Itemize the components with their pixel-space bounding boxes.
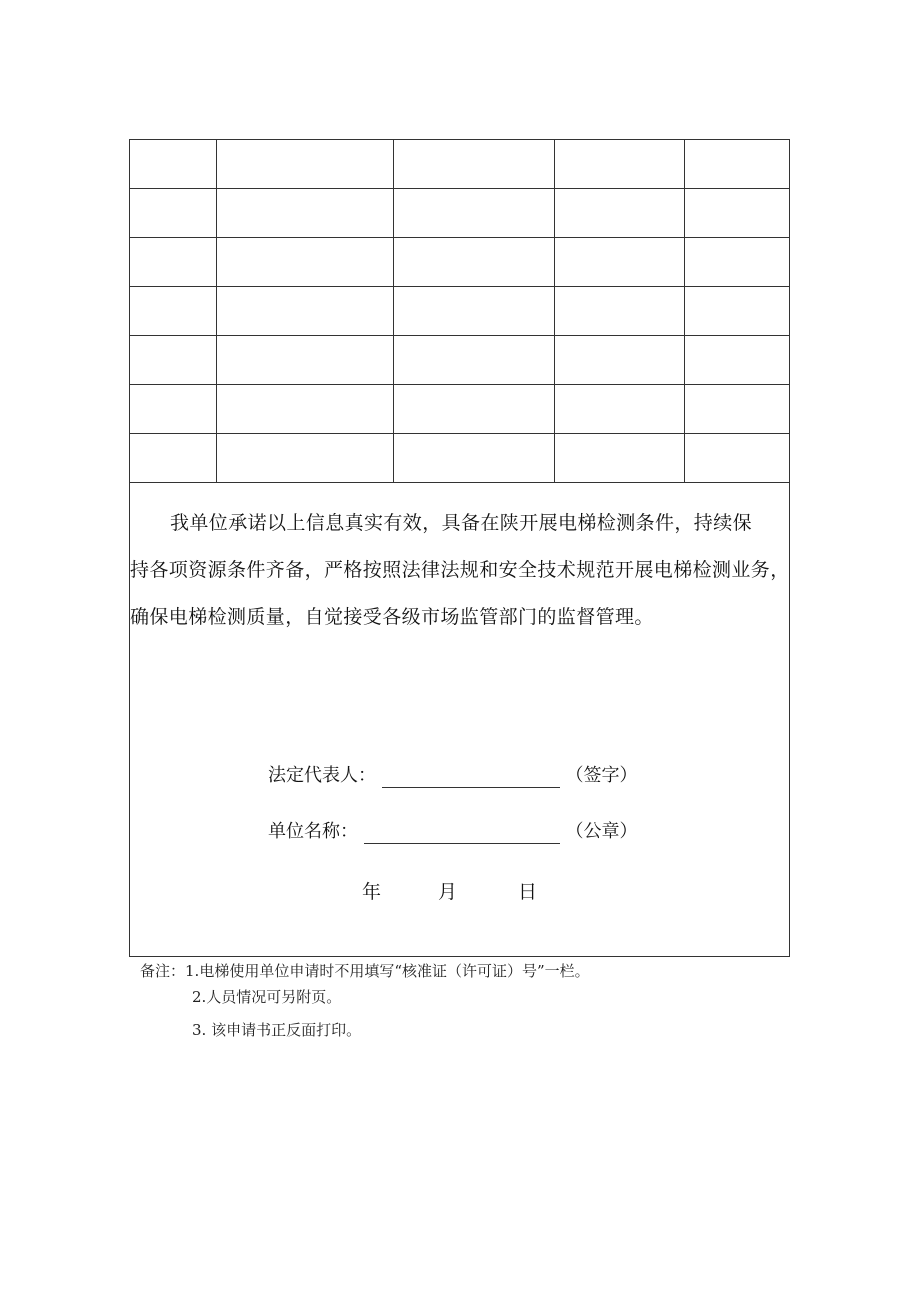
pledge-line-1: 我单位承诺以上信息真实有效，具备在陕开展电梯检测条件，持续保 xyxy=(170,512,753,534)
table-cell[interactable] xyxy=(684,189,789,238)
table-cell[interactable] xyxy=(130,140,216,189)
table-cell[interactable] xyxy=(554,140,684,189)
table-cell[interactable] xyxy=(684,140,789,189)
table-cell[interactable] xyxy=(216,385,393,434)
table-cell[interactable] xyxy=(554,238,684,287)
note-item-2: 2.人员情况可另附页。 xyxy=(192,988,342,1006)
table-cell[interactable] xyxy=(393,434,554,483)
note-item-1: 1.电梯使用单位申请时不用填写“核准证（许可证）号”一栏。 xyxy=(185,962,590,980)
date-day: 日 xyxy=(518,881,538,903)
table-cell[interactable] xyxy=(393,287,554,336)
table-cell[interactable] xyxy=(393,385,554,434)
note-item-3: 3. 该申请书正反面打印。 xyxy=(192,1021,362,1039)
legal-rep-label: 法定代表人： xyxy=(268,765,376,786)
table-cell[interactable] xyxy=(684,238,789,287)
table-row xyxy=(130,336,789,385)
date-year: 年 xyxy=(362,881,382,903)
table-cell[interactable] xyxy=(393,238,554,287)
table-cell[interactable] xyxy=(216,336,393,385)
table-cell[interactable] xyxy=(130,336,216,385)
personnel-table xyxy=(130,140,789,483)
table-row xyxy=(130,189,789,238)
table-cell[interactable] xyxy=(684,385,789,434)
table-cell[interactable] xyxy=(216,140,393,189)
table-cell[interactable] xyxy=(216,189,393,238)
notes-prefix: 备注： xyxy=(140,962,186,980)
table-cell[interactable] xyxy=(554,385,684,434)
unit-seal-line[interactable] xyxy=(364,823,560,844)
table-cell[interactable] xyxy=(684,336,789,385)
unit-name-suffix: （公章） xyxy=(565,821,638,842)
table-row xyxy=(130,385,789,434)
table-cell[interactable] xyxy=(554,434,684,483)
application-form-box xyxy=(129,139,790,957)
table-cell[interactable] xyxy=(554,287,684,336)
pledge-line-3: 确保电梯检测质量，自觉接受各级市场监管部门的监督管理。 xyxy=(130,606,654,628)
legal-rep-row xyxy=(268,764,637,788)
table-cell[interactable] xyxy=(130,434,216,483)
table-cell[interactable] xyxy=(130,189,216,238)
unit-name-label: 单位名称： xyxy=(268,821,358,842)
date-month: 月 xyxy=(438,881,458,903)
date-row xyxy=(362,877,537,904)
table-row xyxy=(130,287,789,336)
table-cell[interactable] xyxy=(393,336,554,385)
table-cell[interactable] xyxy=(216,287,393,336)
table-cell[interactable] xyxy=(393,140,554,189)
table-row xyxy=(130,140,789,189)
table-cell[interactable] xyxy=(130,238,216,287)
legal-rep-suffix: （签字） xyxy=(565,765,638,786)
table-cell[interactable] xyxy=(554,336,684,385)
table-cell[interactable] xyxy=(130,287,216,336)
table-cell[interactable] xyxy=(554,189,684,238)
table-cell[interactable] xyxy=(216,238,393,287)
table-cell[interactable] xyxy=(393,189,554,238)
table-row xyxy=(130,434,789,483)
legal-rep-signature-line[interactable] xyxy=(382,767,560,788)
table-cell[interactable] xyxy=(216,434,393,483)
table-cell[interactable] xyxy=(130,385,216,434)
table-cell[interactable] xyxy=(684,434,789,483)
table-row xyxy=(130,238,789,287)
pledge-line-2: 持各项资源条件齐备，严格按照法律法规和安全技术规范开展电梯检测业务， xyxy=(130,559,790,581)
pledge-statement xyxy=(130,500,789,641)
table-cell[interactable] xyxy=(684,287,789,336)
unit-name-row xyxy=(268,820,637,844)
